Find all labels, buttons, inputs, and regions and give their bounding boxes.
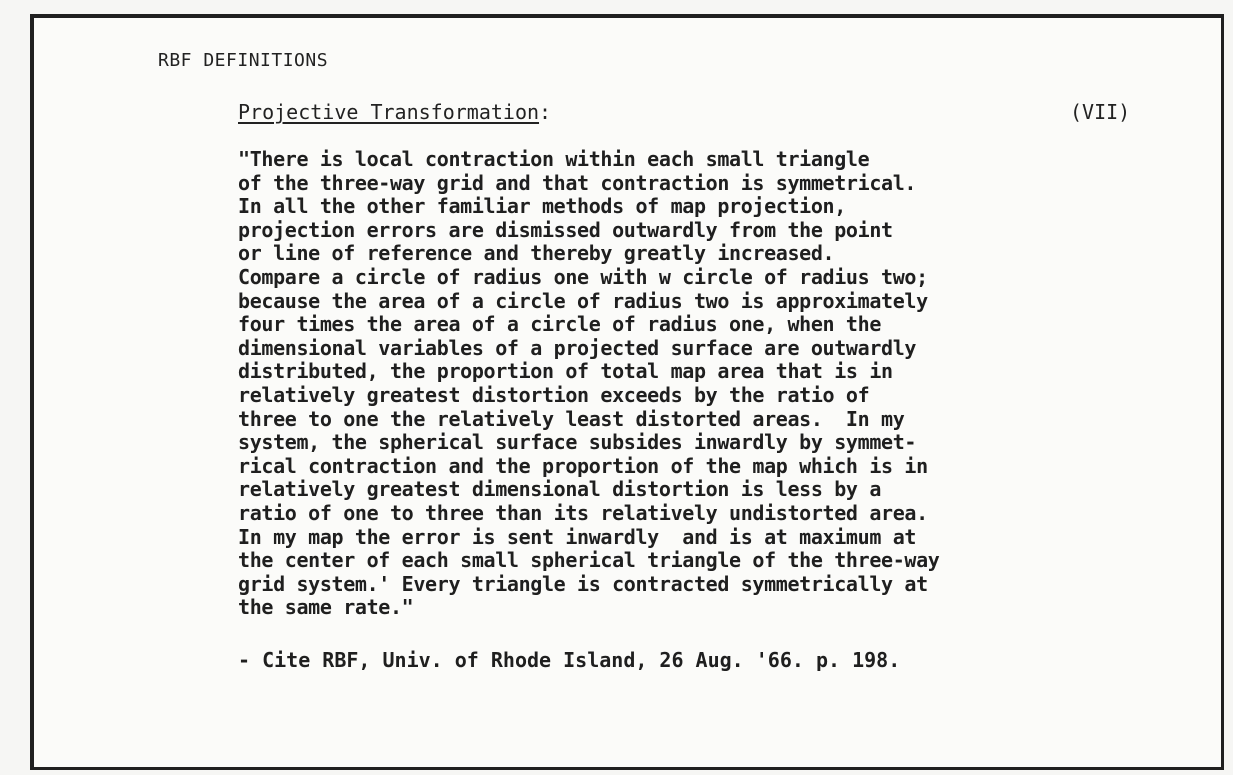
quote-line: "There is local contraction within each small triangle	[238, 147, 870, 171]
definition-quote	[238, 148, 1098, 620]
quote-line: Compare a circle of radius one with w circle of radius two;	[238, 264, 928, 289]
quote-line: In all the other familiar methods of map projection,	[238, 194, 846, 219]
quote-line: because the area of a circle of radius two is approximately	[238, 288, 928, 313]
quote-line: relatively greatest dimensional distortion is less by a	[238, 477, 882, 502]
quote-line: the center of each small spherical triangle of the three-way	[238, 548, 940, 573]
document-header: RBF DEFINITIONS	[158, 50, 329, 71]
citation: - Cite RBF, Univ. of Rhode Island, 26 Aug. '66. p. 198.	[238, 648, 901, 672]
quote-line: ratio of one to three than its relatively undistorted area.	[238, 500, 928, 525]
quote-line: four times the area of a circle of radius one, when the	[238, 312, 882, 337]
quote-line: three to one the relatively least distorted areas. In my	[238, 406, 905, 431]
section-title-text: Projective Transformation	[238, 100, 540, 124]
quote-line: or line of reference and thereby greatly increased.	[238, 241, 835, 266]
quote-line: projection errors are dismissed outwardly from the point	[238, 217, 893, 242]
section-number: (VII)	[1070, 100, 1131, 124]
section-title	[238, 100, 551, 124]
quote-line: rical contraction and the proportion of the map which is in	[238, 453, 928, 478]
quote-line: relatively greatest distortion exceeds by the ratio of	[238, 382, 870, 407]
quote-line: In my map the error is sent inwardly and is at maximum at	[238, 524, 917, 549]
section-title-colon: :	[539, 100, 552, 124]
quote-line: distributed, the proportion of total map area that is in	[238, 359, 893, 384]
quote-line: system, the spherical surface subsides inwardly by symmet-	[238, 430, 917, 455]
quote-line: dimensional variables of a projected surface are outwardly	[238, 335, 917, 360]
quote-line: the same rate."	[238, 595, 414, 620]
quote-line: of the three-way grid and that contraction is symmetrical.	[238, 170, 917, 195]
quote-line: grid system.' Every triangle is contracted symmetrically at	[238, 571, 928, 596]
